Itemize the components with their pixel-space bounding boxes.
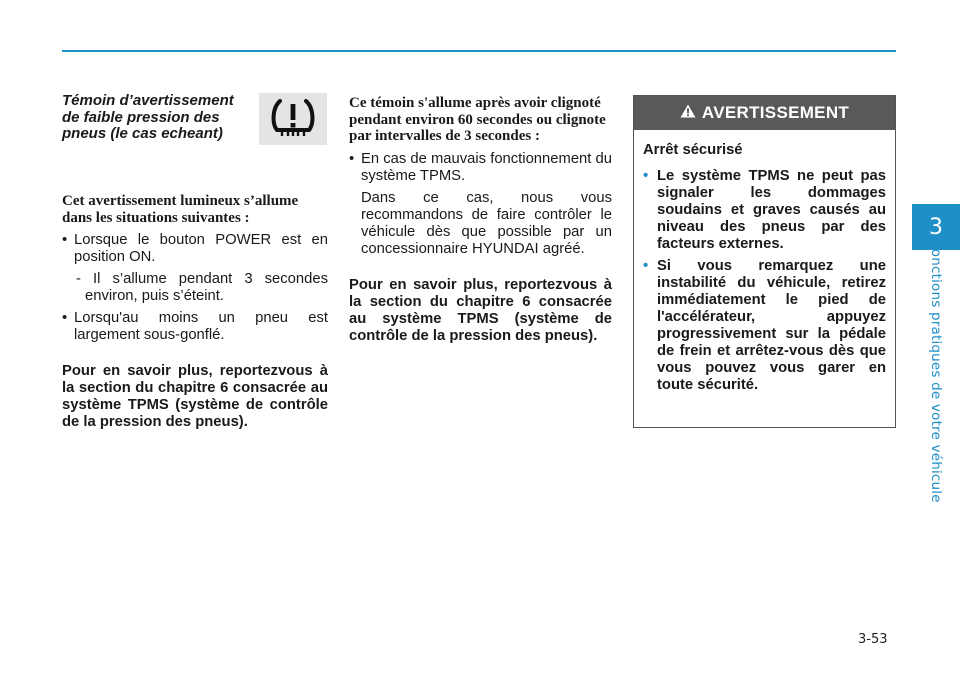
col1-bullet-2: • Lorsqu'au moins un pneu est largement sous-gonflé. — [62, 310, 328, 344]
top-rule — [62, 50, 896, 52]
col1-subheading: Cet avertissement lumineux s’allume dans les situations suivantes : — [62, 193, 299, 226]
col2-note: Pour en savoir plus, reportezvous à la section du chapitre 6 consacrée au système TPMS (système de contrôle de la pression des pneus). — [349, 276, 612, 344]
warning-header — [634, 96, 895, 130]
chapter-side-title: Fonctions pratiques de votre véhicule — [928, 241, 944, 503]
bullet-dot-icon: • — [643, 168, 649, 184]
warning-bullet-1 — [643, 168, 886, 253]
warning-bullet-1-text: Le système TPMS ne peut pas signaler les dommages soudains et graves causés au niveau des pneus par des facteurs externes. — [657, 168, 886, 252]
warning-bullet-2 — [643, 258, 886, 394]
tire-pressure-warning-icon — [259, 93, 327, 145]
column-2 — [349, 95, 612, 345]
warning-content — [634, 130, 895, 394]
chapter-tab: 3 — [912, 204, 960, 250]
col1-bullet-1: • Lorsque le bouton POWER est en position ON. — [62, 232, 328, 266]
bullet-dot-icon: • — [643, 258, 649, 274]
col1-sub-1: - Il s’allume pendant 3 secondes environ, puis s’éteint. — [76, 271, 328, 304]
col2-bullet-1: • En cas de mauvais fonctionnement du système TPMS. — [349, 151, 612, 185]
indicator-heading-row — [62, 93, 328, 163]
warning-triangle-icon — [680, 104, 696, 123]
col1-note: Pour en savoir plus, reportezvous à la section du chapitre 6 consacrée au système TPMS (système de contrôle de la pression des pneus). — [62, 363, 328, 430]
indicator-title: Témoin d’avertissement de faible pression des pneus (le cas echeant) — [62, 92, 234, 142]
warning-bullet-2-text: Si vous remarquez une instabilité du véhicule, retirez immédiatement le pied de l'accélérateur, appuyez progressivement sur la pédale de frein et arrêtez-vous dès que vous pouvez vous garer en toute sécurité. — [657, 258, 886, 393]
col2-paragraph: Dans ce cas, nous vous recommandons de faire contrôler le véhicule dès que possible par un concessionnaire HYUNDAI agréé. — [361, 189, 612, 257]
warning-box — [633, 95, 896, 428]
warning-subtitle: Arrêt sécurisé — [643, 142, 743, 158]
page-number: 3-53 — [858, 632, 888, 647]
column-1 — [62, 93, 328, 431]
warning-header-label: AVERTISSEMENT — [701, 103, 850, 122]
col2-subheading: Ce témoin s'allume après avoir clignoté pendant environ 60 secondes ou clignote par intervalles de 3 secondes : — [349, 95, 606, 144]
